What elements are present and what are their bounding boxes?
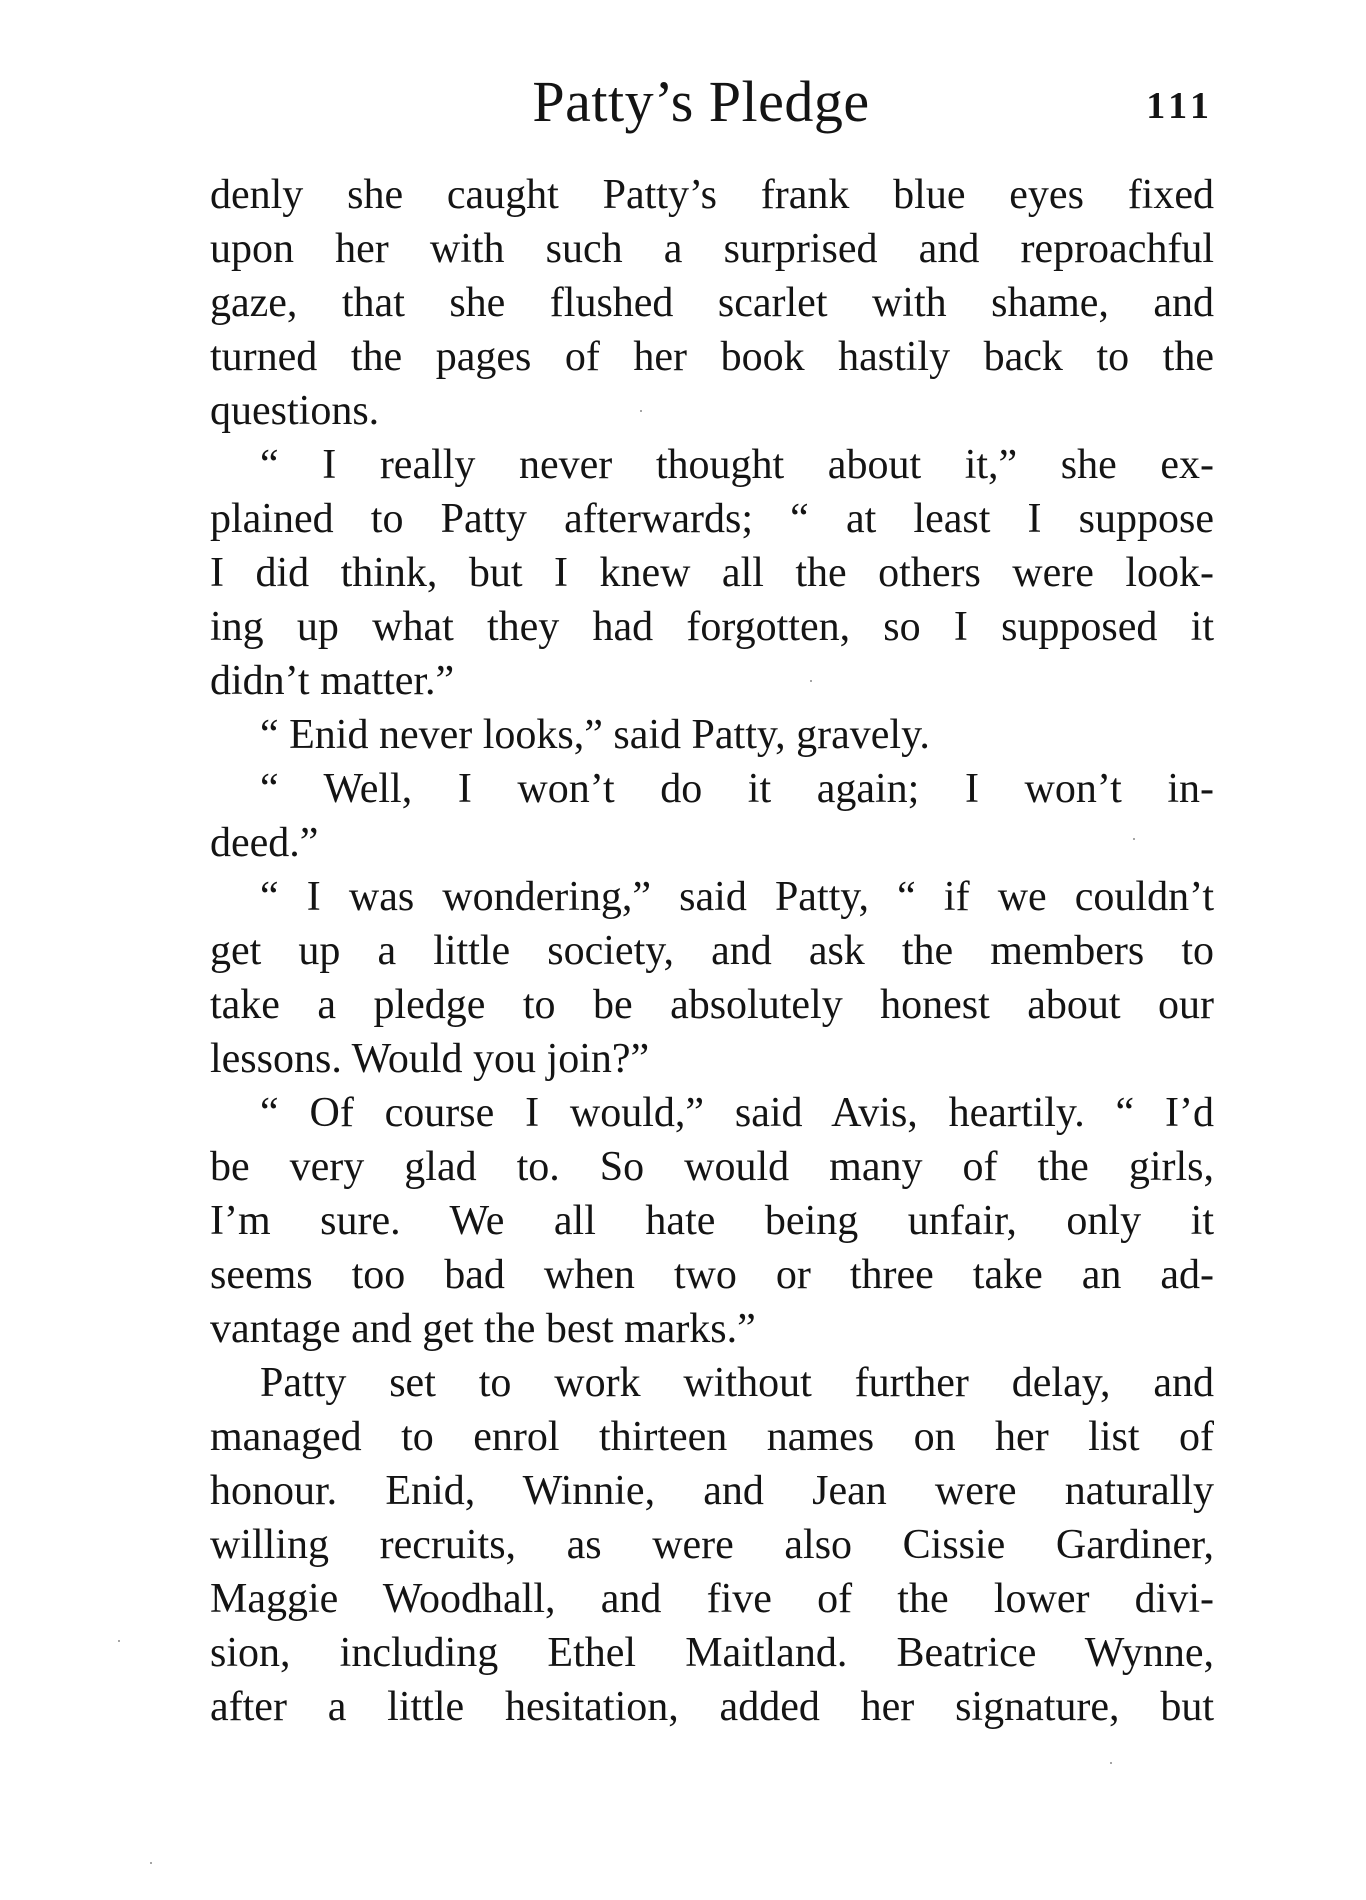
paragraph [210,870,1214,1086]
text-line: denly she caught Patty’s frank blue eyes fixed [210,172,1214,218]
paragraph [210,438,1214,708]
running-head [210,66,1214,138]
text-line: “ Well, I won’t do it again; I won’t in- [260,766,1214,812]
scan-speck [810,680,812,682]
text-line: Patty set to work without further delay, and [260,1360,1214,1406]
text-line: I did think, but I knew all the others were look- [210,550,1214,596]
text-line: vantage and get the best marks.” [210,1306,756,1352]
text-line: “ Of course I would,” said Avis, heartily. “ I’d [260,1090,1214,1136]
text-line: take a pledge to be absolutely honest about our [210,982,1214,1028]
text-line: “ I was wondering,” said Patty, “ if we couldn’t [260,874,1214,920]
text-line: I’m sure. We all hate being unfair, only it [210,1198,1214,1244]
text-line: plained to Patty afterwards; “ at least I suppose [210,496,1214,542]
text-line: Maggie Woodhall, and five of the lower divi- [210,1576,1214,1622]
text-line: questions. [210,388,380,434]
paragraph [210,708,1214,762]
text-line: managed to enrol thirteen names on her list of [210,1414,1214,1460]
page-number: 111 [1146,85,1214,127]
scan-speck [1133,838,1135,840]
text-line: gaze, that she flushed scarlet with shame, and [210,280,1214,326]
text-line: after a little hesitation, added her signature, but [210,1684,1214,1730]
paragraph [210,1086,1214,1356]
text-line: “ Enid never looks,” said Patty, gravely. [260,712,930,758]
scan-speck [1110,1762,1112,1764]
text-line: ing up what they had forgotten, so I supposed it [210,604,1214,650]
text-line: turned the pages of her book hastily back to the [210,334,1214,380]
scan-speck [118,1640,120,1642]
paragraph [210,1356,1214,1734]
text-line: sion, including Ethel Maitland. Beatrice Wynne, [210,1630,1214,1676]
paragraph [210,168,1214,438]
text-line: willing recruits, as were also Cissie Gardiner, [210,1522,1214,1568]
scan-speck [150,1862,152,1864]
text-line: didn’t matter.” [210,658,455,704]
text-line: seems too bad when two or three take an ad- [210,1252,1214,1298]
text-line: be very glad to. So would many of the girls, [210,1144,1214,1190]
scan-speck [640,410,642,412]
text-line: “ I really never thought about it,” she ex- [260,442,1214,488]
text-line: honour. Enid, Winnie, and Jean were naturally [210,1468,1214,1514]
text-line: get up a little society, and ask the members to [210,928,1214,974]
text-line: deed.” [210,820,319,866]
text-line: lessons. Would you join?” [210,1036,650,1082]
body-text [210,168,1214,1734]
paragraph [210,762,1214,870]
text-line: upon her with such a surprised and reproachful [210,226,1214,272]
page-title: Patty’s Pledge [532,69,870,134]
